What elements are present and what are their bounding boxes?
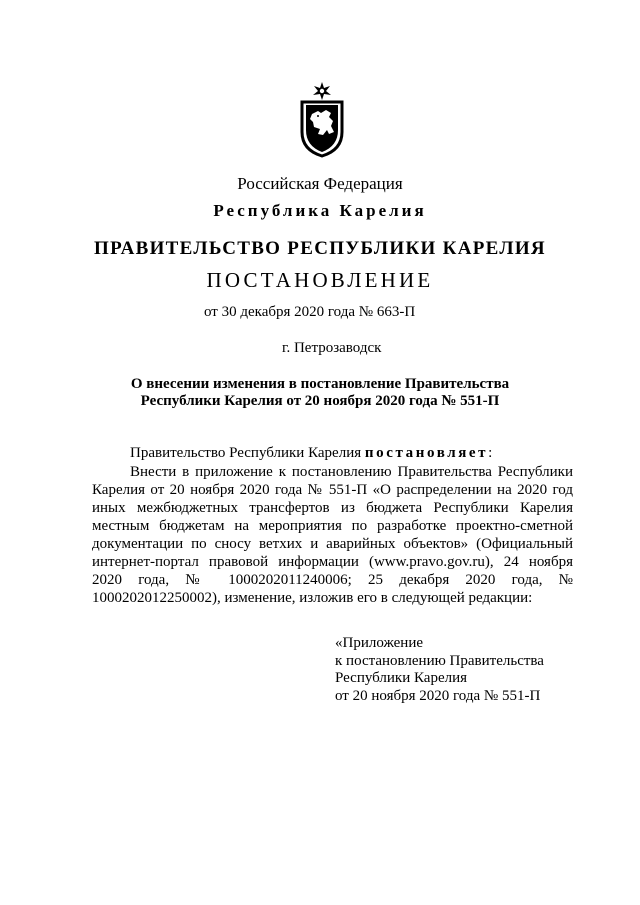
country-name: Российская Федерация [237, 174, 403, 193]
appendix-header [335, 635, 544, 705]
subject-line-2: Республики Карелия от 20 ноября 2020 года № 551-П [140, 393, 500, 409]
appendix-line-3: Республики Карелия [335, 670, 468, 686]
karelia-coat-of-arms-icon [296, 80, 348, 158]
resolution-keyword: постановляет [364, 445, 489, 461]
appendix-line-1: «Приложение [335, 635, 424, 651]
amendment-paragraph: Внести в приложение к постановлению Правительства Республики Карелия от 20 ноября 2020 года № 551-П «О распределении на 2020 год иных межбюджетных трансфертов из бюджета Республики Карелия местным бюджетам на мероприятия по разработке проектно-сметной документации по сносу ветхих и аварийных объектов» (Официальный интернет-портал правовой информации (www.pravo.gov.ru), 24 ноября 2020 года, № 1000202011240006; 25 декабря 2020 года, № 1000202012250002), изменение, изложив его в следующей редакции: [92, 464, 573, 606]
subject-line-1: О внесении изменения в постановление Правительства [130, 376, 510, 392]
document-date-number: от 30 декабря 2020 года № 663-П [204, 304, 416, 320]
resolution-prefix: Правительство Республики Карелия [130, 445, 365, 461]
document-city: г. Петрозаводск [282, 340, 382, 356]
appendix-line-2: к постановлению Правительства [335, 652, 544, 669]
document-type: ПОСТАНОВЛЕНИЕ [206, 268, 434, 292]
document-subject [100, 376, 540, 410]
republic-name: Республика Карелия [213, 201, 427, 220]
resolution-suffix: : [488, 445, 493, 461]
government-name: ПРАВИТЕЛЬСТВО РЕСПУБЛИКИ КАРЕЛИЯ [94, 238, 546, 259]
appendix-line-4: от 20 ноября 2020 года № 551-П [335, 687, 541, 704]
resolution-paragraph [92, 444, 573, 462]
